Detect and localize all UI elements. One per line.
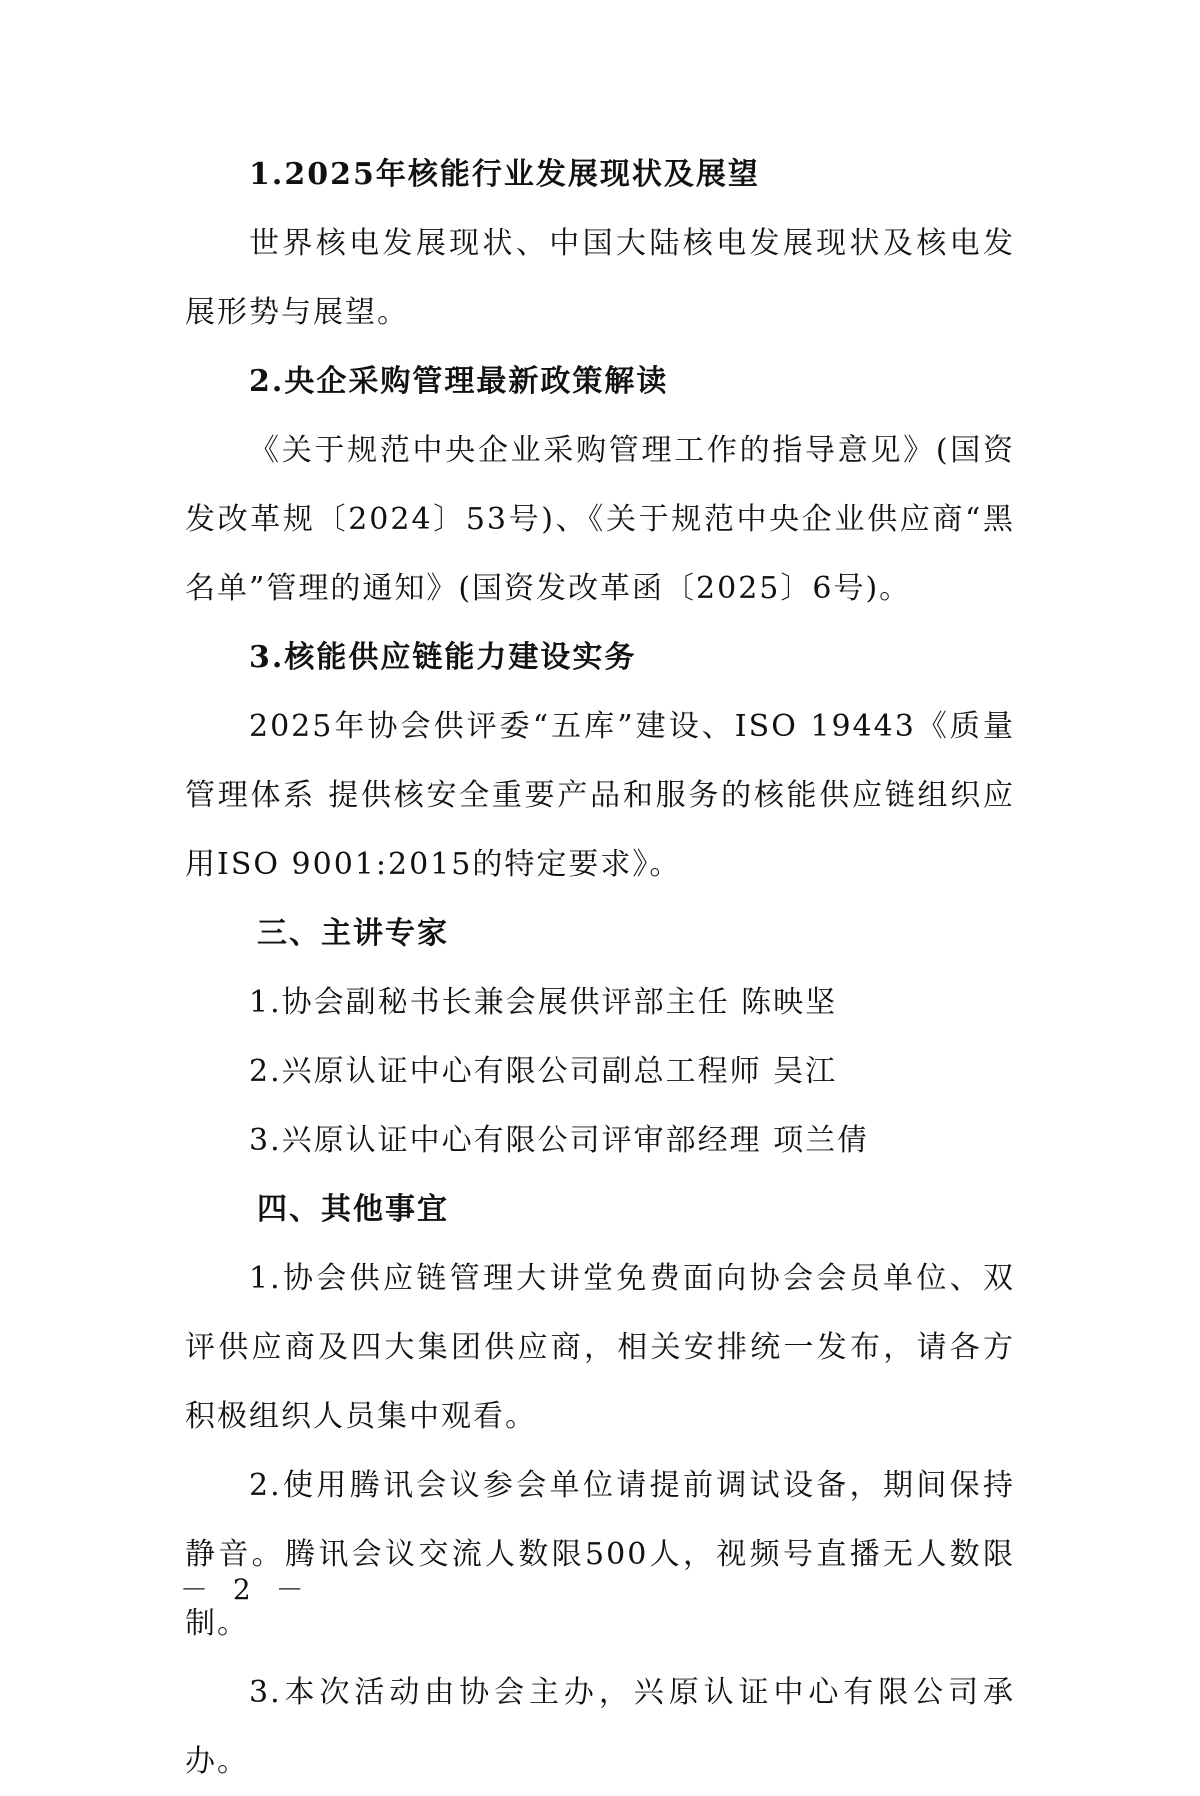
- topic-heading-3: 3.核能供应链能力建设实务: [249, 640, 637, 675]
- section-title-speakers: 三、主讲专家: [257, 916, 449, 951]
- section-title-other-matters: 四、其他事宜: [257, 1192, 449, 1227]
- topic-heading-1: 1.2025年核能行业发展现状及展望: [249, 157, 760, 192]
- document-body: [185, 140, 1015, 1796]
- other-matter-3: 3.本次活动由协会主办，兴原认证中心有限公司承办。: [185, 1675, 1015, 1779]
- topic-body-3: 2025年协会供评委“五库”建设、ISO 19443《质量管理体系 提供核安全重要产品和服务的核能供应链组织应用ISO 9001:2015的特定要求》。: [185, 709, 1015, 882]
- page-number: － 2 －: [180, 1573, 312, 1606]
- topic-heading-2: 2.央企采购管理最新政策解读: [249, 364, 669, 399]
- speaker-item-1: 1.协会副秘书长兼会展供评部主任 陈映坚: [249, 985, 838, 1020]
- speaker-item-3: 3.兴原认证中心有限公司评审部经理 项兰倩: [249, 1123, 870, 1158]
- other-matter-2: 2.使用腾讯会议参会单位请提前调试设备，期间保持静音。腾讯会议交流人数限500人，视频号直播无人数限制。: [185, 1468, 1015, 1641]
- other-matter-1: 1.协会供应链管理大讲堂免费面向协会会员单位、双评供应商及四大集团供应商，相关安排统一发布，请各方积极组织人员集中观看。: [185, 1261, 1015, 1434]
- topic-body-1: 世界核电发展现状、中国大陆核电发展现状及核电发展形势与展望。: [185, 226, 1015, 330]
- speaker-item-2: 2.兴原认证中心有限公司副总工程师 吴江: [249, 1054, 838, 1089]
- topic-body-2: 《关于规范中央企业采购管理工作的指导意见》(国资发改革规〔2024〕53号)、《关于规范中央企业供应商“黑名单”管理的通知》(国资发改革函〔2025〕6号)。: [185, 433, 1015, 606]
